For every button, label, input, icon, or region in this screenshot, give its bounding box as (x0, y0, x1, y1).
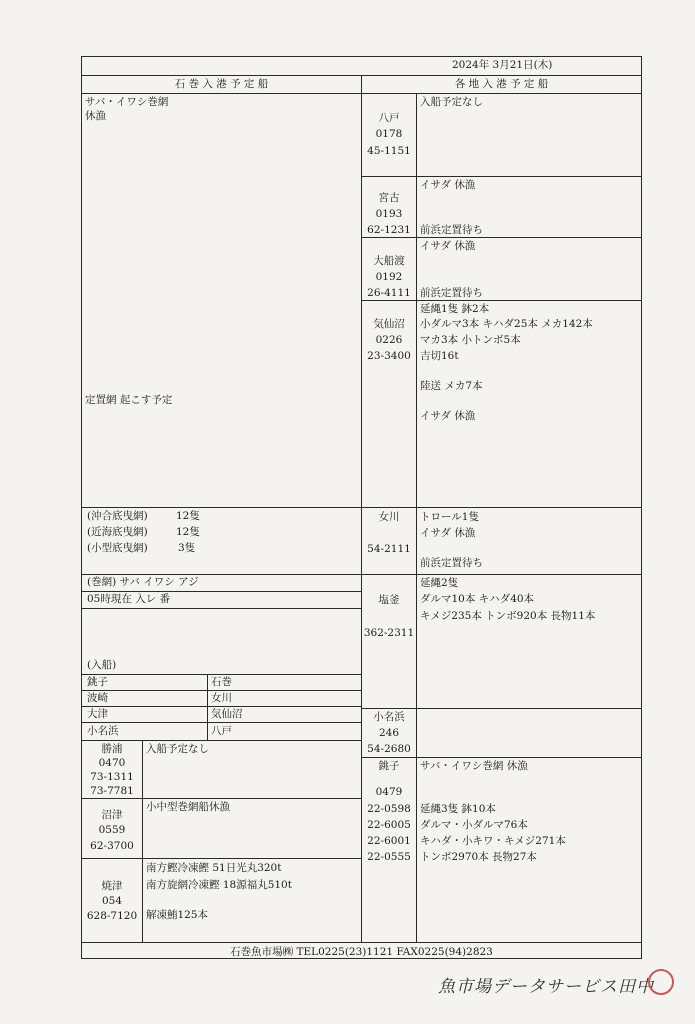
choshi-line2: 延縄3隻 鉢10本 (420, 803, 496, 815)
ofunato-tel1: 0192 (375, 271, 403, 283)
arrival3-from: 大津 (87, 708, 108, 720)
ofunato-name: 大船渡 (373, 255, 405, 267)
numazu-bottom-divider (82, 858, 361, 859)
trawl2-value: 12隻 (176, 526, 200, 538)
hachinohe-bottom-divider (362, 176, 641, 177)
nyusen-label: (入船) (87, 659, 117, 671)
ishinomaki-teichi: 定置網 起こす予定 (85, 394, 173, 406)
red-seal-icon (648, 969, 674, 995)
onagawa-line2: イサダ 休漁 (420, 527, 476, 539)
choshi-tel1: 0479 (375, 786, 403, 798)
footer-divider (81, 942, 642, 943)
trawl3-value: 3隻 (178, 542, 196, 554)
ofunato-bottom-divider (362, 300, 641, 301)
kesennuma-line5: 陸送 メカ7本 (420, 380, 483, 392)
left-header: 石 巻 入 港 予 定 船 (174, 78, 269, 90)
arrival1-to: 石巻 (211, 676, 232, 688)
miyako-line1: イサダ 休漁 (420, 179, 476, 191)
arrival2-from: 波崎 (87, 692, 108, 704)
miyako-bottom-divider (362, 237, 641, 238)
kesennuma-line1: 延縄1隻 鉢2本 (420, 303, 490, 315)
trawl3-label: (小型底曳網) (87, 542, 148, 554)
onagawa-line1: トロール1隻 (420, 511, 479, 523)
makiami-top-divider (82, 574, 361, 575)
katsuura-tel3: 73-7781 (90, 785, 134, 797)
onahama-tel1: 246 (378, 727, 400, 739)
arrival1-from: 銚子 (87, 676, 108, 688)
yaizu-tel2: 628-7120 (86, 910, 138, 922)
choshi-name: 銚子 (378, 760, 400, 772)
kesennuma-line4: 吉切16t (420, 350, 459, 362)
katsuura-tel1: 0470 (98, 757, 126, 769)
shiogama-bottom-divider (362, 708, 641, 709)
makiami-bottom-divider (82, 608, 361, 609)
katsuura-bottom-divider (82, 798, 361, 799)
onagawa-name: 女川 (378, 511, 400, 523)
kesennuma-line6: イサダ 休漁 (420, 410, 476, 422)
choshi-tel4: 22-6001 (367, 835, 411, 847)
right-port-col-divider (416, 93, 417, 942)
miyako-tel1: 0193 (375, 208, 403, 220)
trawl2-label: (近海底曳網) (87, 526, 148, 538)
numazu-tel1: 0559 (98, 824, 126, 836)
miyako-tel2: 62-1231 (367, 224, 411, 236)
choshi-line5: トンボ2970本 長物27本 (420, 851, 537, 863)
hachinohe-line1: 入船予定なし (420, 96, 483, 108)
arrival4-from: 小名浜 (87, 725, 119, 737)
arrivals-row1-divider (82, 690, 361, 691)
numazu-line1: 小中型巻網船休漁 (146, 801, 230, 813)
arrivals-col-divider (207, 674, 208, 740)
choshi-tel2: 22-0598 (367, 803, 411, 815)
onahama-name: 小名浜 (373, 711, 405, 723)
left-port-col-divider (142, 740, 143, 942)
shiogama-line1: 延縄2隻 (420, 577, 459, 589)
shiogama-name: 塩釜 (378, 594, 400, 606)
onagawa-tel1: 54-2111 (367, 543, 411, 555)
yaizu-line1: 南方鰹冷凍鰹 51日光丸320t (146, 862, 282, 874)
trawl1-label: (沖合底曳網) (87, 510, 148, 522)
arrivals-bottom-divider (82, 740, 361, 741)
arrivals-top-divider (82, 674, 361, 675)
trawl-top-divider (82, 507, 361, 508)
choshi-tel5: 22-0555 (367, 851, 411, 863)
kesennuma-bottom-divider (362, 507, 641, 508)
yaizu-line2: 南方旋網冷凍鰹 18源福丸510t (146, 879, 292, 891)
arrivals-row2-divider (82, 706, 361, 707)
kesennuma-line2: 小ダルマ3本 キハダ25本 メカ142本 (420, 318, 593, 330)
shiogama-tel1: 362-2311 (363, 627, 415, 639)
hachinohe-tel2: 45-1151 (367, 145, 411, 157)
hachinohe-name: 八戸 (378, 112, 400, 124)
report-date: 2024年 3月21日(木) (452, 59, 553, 71)
arrival3-to: 気仙沼 (211, 708, 243, 720)
right-header: 各 地 入 港 予 定 船 (454, 78, 549, 90)
ofunato-line1: イサダ 休漁 (420, 240, 476, 252)
onahama-tel2: 54-2680 (367, 743, 411, 755)
makiami-label: (巻網) サバ イワシ アジ (87, 576, 199, 588)
yaizu-tel1: 054 (101, 895, 123, 907)
katsuura-tel2: 73-1311 (90, 771, 134, 783)
kesennuma-tel1: 0226 (375, 334, 403, 346)
onagawa-line3: 前浜定置待ち (420, 557, 483, 569)
footer-contact: 石巻魚市場㈱ TEL0225(23)1121 FAX0225(94)2823 (230, 946, 493, 958)
choshi-line4: キハダ・小キワ・キメジ271本 (420, 835, 566, 847)
choshi-tel3: 22-6005 (367, 819, 411, 831)
arrival2-to: 女川 (211, 692, 232, 704)
miyako-name: 宮古 (378, 192, 400, 204)
numazu-name: 沼津 (101, 809, 123, 821)
makiami-mid-divider (82, 591, 361, 592)
shiogama-line3: キメジ235本 トンボ920本 長物11本 (420, 610, 596, 622)
yaizu-line3: 解凍鮪125本 (146, 909, 209, 921)
choshi-line3: ダルマ・小ダルマ76本 (420, 819, 528, 831)
trawl1-value: 12隻 (176, 510, 200, 522)
ofunato-tel2: 26-4111 (367, 287, 411, 299)
katsuura-name: 勝浦 (101, 743, 123, 755)
kesennuma-name: 気仙沼 (373, 318, 405, 330)
ofunato-line2: 前浜定置待ち (420, 287, 483, 299)
ishinomaki-line2: 休漁 (85, 110, 106, 122)
ishinomaki-line1: サバ・イワシ巻網 (85, 96, 169, 108)
arrival4-to: 八戸 (211, 725, 232, 737)
onagawa-bottom-divider (362, 574, 641, 575)
miyako-line2: 前浜定置待ち (420, 224, 483, 236)
choshi-line1: サバ・イワシ巻網 休漁 (420, 760, 528, 772)
arrivals-row3-divider (82, 722, 361, 723)
shiogama-line2: ダルマ10本 キハダ40本 (420, 593, 535, 605)
onahama-bottom-divider (362, 757, 641, 758)
numazu-tel2: 62-3700 (90, 840, 134, 852)
makiami-status: 05時現在 入レ 番 (87, 593, 171, 605)
hachinohe-tel1: 0178 (375, 128, 403, 140)
kesennuma-line3: マカ3本 小トンボ5本 (420, 334, 521, 346)
yaizu-name: 焼津 (101, 880, 123, 892)
kesennuma-tel2: 23-3400 (367, 350, 411, 362)
data-service-stamp: 魚市場データサービス田中 (438, 977, 654, 997)
katsuura-line1: 入船予定なし (146, 743, 209, 755)
